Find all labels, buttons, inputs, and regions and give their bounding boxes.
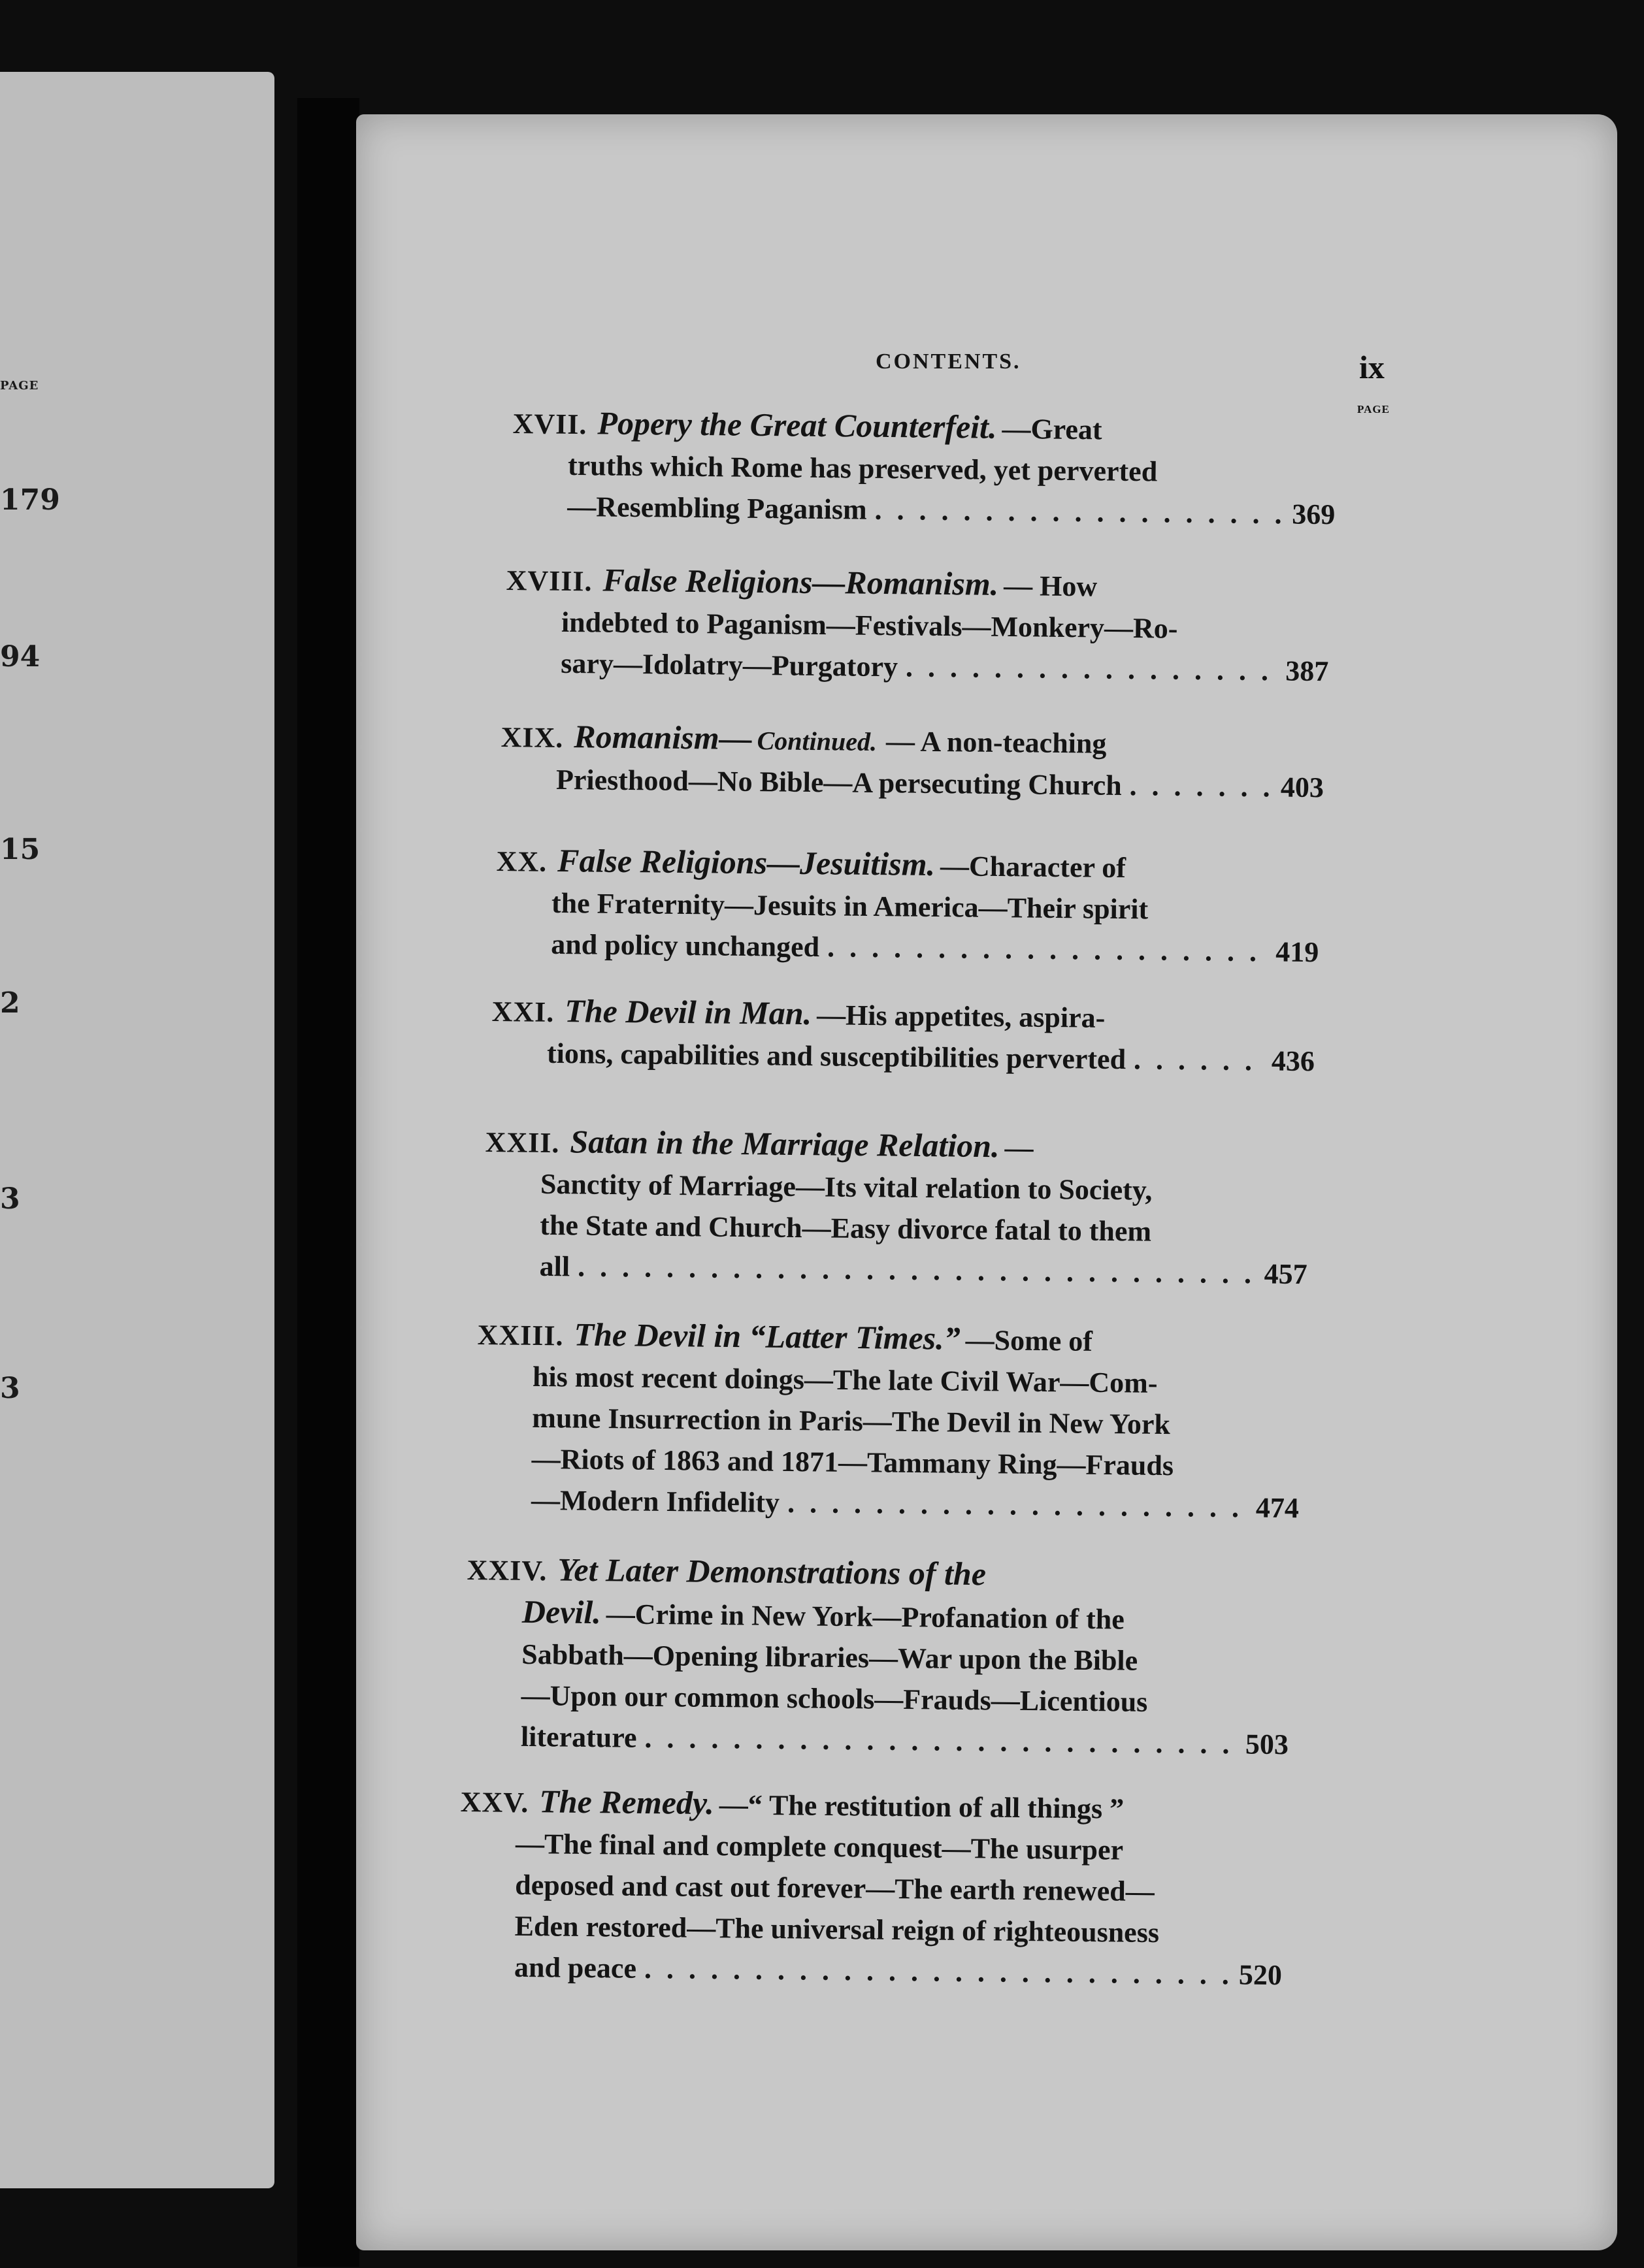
chapter-description: and policy unchanged — [551, 928, 820, 964]
dot-leader — [906, 646, 1278, 691]
chapter-description: — How — [1003, 569, 1098, 603]
chapter-number: XXIII. — [477, 1318, 564, 1352]
chapter-description: the State and Church—Easy divorce fatal to them — [540, 1208, 1152, 1248]
page-number: 503 — [1245, 1728, 1289, 1761]
toc-entry — [465, 1548, 1291, 1765]
chapter-title: Satan in the Marriage Relation. — [570, 1123, 1000, 1165]
toc-entry — [459, 1780, 1284, 1996]
page-number: 419 — [1275, 935, 1319, 969]
chapter-description: —Resembling Paganism — [567, 490, 867, 526]
chapter-description: mune Insurrection in Paris—The Devil in New York — [532, 1401, 1171, 1441]
chapter-description: all — [539, 1250, 570, 1283]
chapter-number: XX. — [496, 845, 548, 878]
chapter-description: —Modern Infidelity — [531, 1483, 780, 1519]
dot-leader — [1129, 765, 1273, 807]
chapter-number: XXI. — [491, 995, 555, 1028]
folio-number: ix — [1359, 349, 1385, 385]
chapter-description: —Upon our common schools—Frauds—Licentious — [521, 1679, 1148, 1718]
previous-page-fragment: 94 — [0, 640, 41, 673]
chapter-description: literature — [520, 1720, 637, 1754]
running-head: CONTENTS. — [876, 349, 1021, 374]
chapter-description: and peace — [514, 1951, 637, 1984]
chapter-description: indebted to Paganism—Festivals—Monkery—Ro- — [561, 606, 1178, 645]
dot-leader — [578, 1246, 1257, 1294]
previous-page-fragment: 2 — [0, 986, 20, 1020]
chapter-title: False Religions—Jesuitism. — [557, 841, 936, 883]
chapter-description: deposed and cast out forever—The earth renewed— — [515, 1868, 1155, 1908]
chapter-description: —Great — [1002, 412, 1102, 446]
chapter-description: —His appetites, aspira- — [816, 999, 1106, 1034]
chapter-description: —Riots of 1863 and 1871—Tammany Ring—Frauds — [531, 1442, 1174, 1482]
chapter-description: — A non-teaching — [885, 725, 1107, 760]
chapter-title: Yet Later Demonstrations of the — [557, 1551, 987, 1593]
page-number: 457 — [1264, 1257, 1307, 1291]
chapter-description: —The final and complete conquest—The usurper — [515, 1827, 1124, 1866]
dot-leader — [874, 489, 1284, 535]
chapter-description: sary—Idolatry—Purgatory — [561, 647, 898, 683]
page-number: 403 — [1280, 771, 1324, 804]
chapter-description: his most recent doings—The late Civil War—Com- — [532, 1360, 1158, 1399]
previous-page-fragment: 179 — [0, 483, 60, 517]
dot-leader — [644, 1948, 1232, 1995]
chapter-description: —Crime in New York—Profanation of the — [606, 1598, 1125, 1636]
chapter-title-continued: Devil. — [521, 1593, 602, 1631]
chapter-number: XIX. — [501, 721, 564, 754]
chapter-number: XXII. — [485, 1126, 560, 1159]
book-gutter — [297, 98, 359, 2267]
chapter-description: truths which Rome has preserved, yet perverted — [567, 449, 1158, 488]
chapter-number: XXV. — [460, 1785, 529, 1819]
page-column-label: PAGE — [1357, 403, 1390, 415]
chapter-title: The Remedy. — [539, 1783, 715, 1822]
chapter-description: — — [1004, 1131, 1034, 1164]
toc-entry — [484, 1120, 1309, 1295]
previous-page-label: PAGE — [0, 379, 39, 393]
page-number: 436 — [1271, 1045, 1315, 1078]
chapter-number: XVII. — [512, 407, 587, 441]
page-number: 387 — [1285, 655, 1329, 688]
chapter-title: The Devil in “Latter Times.” — [574, 1316, 961, 1357]
chapter-number: XXIV. — [467, 1553, 548, 1587]
previous-page-fragment: 3 — [0, 1182, 20, 1216]
chapter-description: tions, capabilities and susceptibilities perverted — [546, 1037, 1126, 1076]
dot-leader — [787, 1482, 1249, 1528]
chapter-description: —“ The restitution of all things ” — [719, 1789, 1125, 1825]
toc-entry — [476, 1313, 1301, 1529]
chapter-title: The Devil in Man. — [565, 992, 812, 1032]
chapter-title: Popery the Great Counterfeit. — [597, 404, 997, 446]
chapter-description: Eden restored—The universal reign of righteousness — [514, 1909, 1160, 1949]
page-number: 474 — [1255, 1491, 1300, 1525]
chapter-description: Sabbath—Opening libraries—War upon the Bible — [521, 1638, 1138, 1677]
toc-entry — [495, 839, 1320, 973]
chapter-description: Priesthood—No Bible—A persecuting Church — [555, 763, 1122, 802]
chapter-title: False Religions—Romanism. — [602, 561, 999, 602]
page-number: 369 — [1292, 498, 1336, 531]
continued-label: Continued. — [757, 726, 878, 757]
chapter-description: the Fraternity—Jesuits in America—Their spirit — [551, 886, 1149, 926]
toc-entry — [491, 990, 1315, 1082]
page-number: 520 — [1238, 1958, 1283, 1992]
toc-entry — [505, 559, 1330, 692]
dot-leader — [644, 1717, 1238, 1764]
dot-leader — [1134, 1039, 1264, 1081]
contents-page — [356, 114, 1617, 2250]
toc-entry — [501, 715, 1324, 808]
previous-page-fragment: 3 — [0, 1372, 20, 1405]
chapter-description: —Character of — [940, 850, 1126, 884]
chapter-description: Sanctity of Marriage—Its vital relation to Society, — [540, 1167, 1153, 1207]
chapter-title: Romanism— — [574, 718, 752, 757]
toc-entry — [512, 402, 1336, 535]
dot-leader — [827, 926, 1268, 972]
chapter-description: —Some of — [965, 1323, 1093, 1357]
chapter-number: XVIII. — [506, 564, 593, 598]
previous-page-fragment: 15 — [0, 833, 41, 866]
previous-page-edge — [0, 72, 274, 2188]
